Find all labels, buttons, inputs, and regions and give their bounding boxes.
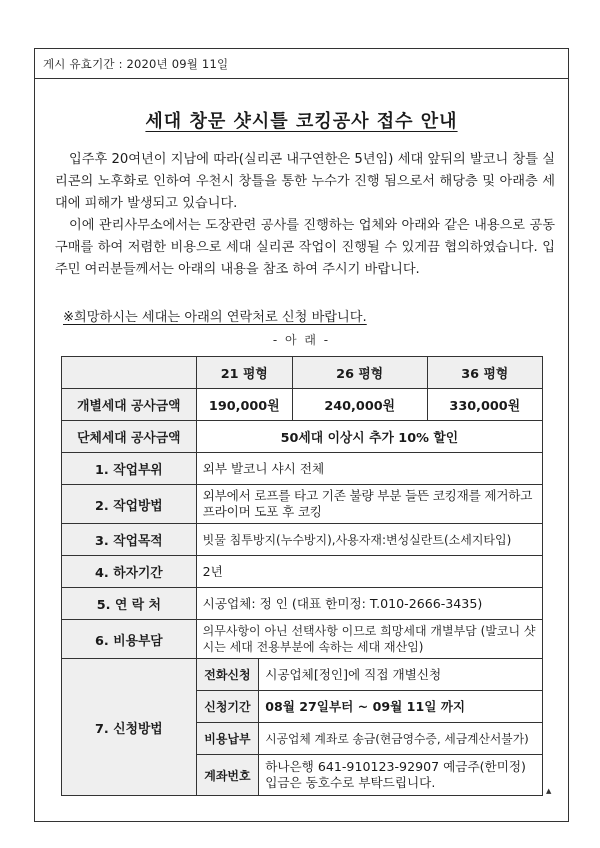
apply-sub-label: 계좌번호	[196, 755, 259, 796]
row-value: 의무사항이 아닌 선택사항 이므로 희망세대 개별부담 (발코니 샷시는 세대 전용부분에 속하는 세대 재산임)	[196, 620, 542, 659]
group-price-label: 단체세대 공사금액	[62, 421, 197, 453]
group-discount: 50세대 이상시 추가 10% 할인	[196, 421, 542, 453]
row-value: 시공업체: 정 인 (대표 한미정: T.010-2666-3435)	[196, 588, 542, 620]
table-row	[62, 588, 543, 620]
page-mark: ▲	[546, 787, 552, 795]
table-row	[62, 421, 543, 453]
row-label: 1. 작업부위	[62, 453, 197, 485]
size-26: 26 평형	[292, 357, 427, 389]
notice-title	[35, 107, 568, 133]
table-row	[62, 620, 543, 659]
apply-sub-value: 08월 27일부터 ~ 09월 11일 까지	[259, 691, 543, 723]
notice-frame	[34, 48, 569, 822]
row-label: 5. 연 락 처	[62, 588, 197, 620]
row-value: 2년	[196, 556, 542, 588]
apply-sub-label: 신청기간	[196, 691, 259, 723]
apply-sub-label: 비용납부	[196, 723, 259, 755]
row-value: 외부 발코니 샤시 전체	[196, 453, 542, 485]
table-row	[62, 389, 543, 421]
apply-sub-value: 시공업체[정인]에 직접 개별신청	[259, 659, 543, 691]
price-26: 240,000원	[292, 389, 427, 421]
table-row	[62, 556, 543, 588]
table-row	[62, 659, 543, 691]
validity-period: 게시 유효기간 : 2020년 09월 11일	[35, 49, 568, 79]
price-21: 190,000원	[196, 389, 292, 421]
price-36: 330,000원	[427, 389, 542, 421]
apply-sub-value: 시공업체 계좌로 송금(현금영수증, 세금계산서불가)	[259, 723, 543, 755]
table-row	[62, 485, 543, 524]
notice-title-text: 세대 창문 샷시틀 코킹공사 접수 안내	[145, 111, 458, 132]
notice-body	[55, 149, 555, 281]
apply-method-label: 7. 신청방법	[62, 659, 197, 796]
row-value: 외부에서 로프를 타고 기존 불량 부분 들뜬 코킹재를 제거하고 프라이머 도포 후 코킹	[196, 485, 542, 524]
row-label: 3. 작업목적	[62, 524, 197, 556]
table-row	[62, 453, 543, 485]
details-table	[61, 356, 543, 796]
below-label: - 아 래 -	[272, 333, 331, 347]
paragraph-2: 이에 관리사무소에서는 도장관련 공사를 진행하는 업체와 아래와 같은 내용으로 공동구매를 하여 저렴한 비용으로 세대 실리콘 작업이 진행될 수 있게끔 협의하였습니다. 입주민 여러분들께서는 아래의 내용을 참조 하여 주시기 바랍니다.	[55, 218, 555, 277]
apply-sub-value: 하나은행 641-910123-92907 예금주(한미정) 입금은 동호수로 부탁드립니다.	[259, 755, 543, 796]
row-label: 6. 비용부담	[62, 620, 197, 659]
individual-price-label: 개별세대 공사금액	[62, 389, 197, 421]
row-value: 빗물 침투방지(누수방지),사용자재:변성실란트(소세지타입)	[196, 524, 542, 556]
apply-note: ※희망하시는 세대는 아래의 연락처로 신청 바랍니다.	[63, 310, 367, 325]
paragraph-1: 입주후 20여년이 지남에 따라(실리콘 내구연한은 5년임) 세대 앞뒤의 발코니 창틀 실리콘의 노후화로 인하여 우천시 창틀을 통한 누수가 진행 됨으로서 해당층 및 아래층 세대에 피해가 발생되고 있습니다.	[55, 152, 555, 211]
table-row	[62, 357, 543, 389]
size-36: 36 평형	[427, 357, 542, 389]
table-row	[62, 524, 543, 556]
size-21: 21 평형	[196, 357, 292, 389]
row-label: 2. 작업방법	[62, 485, 197, 524]
row-label: 4. 하자기간	[62, 556, 197, 588]
apply-sub-label: 전화신청	[196, 659, 259, 691]
